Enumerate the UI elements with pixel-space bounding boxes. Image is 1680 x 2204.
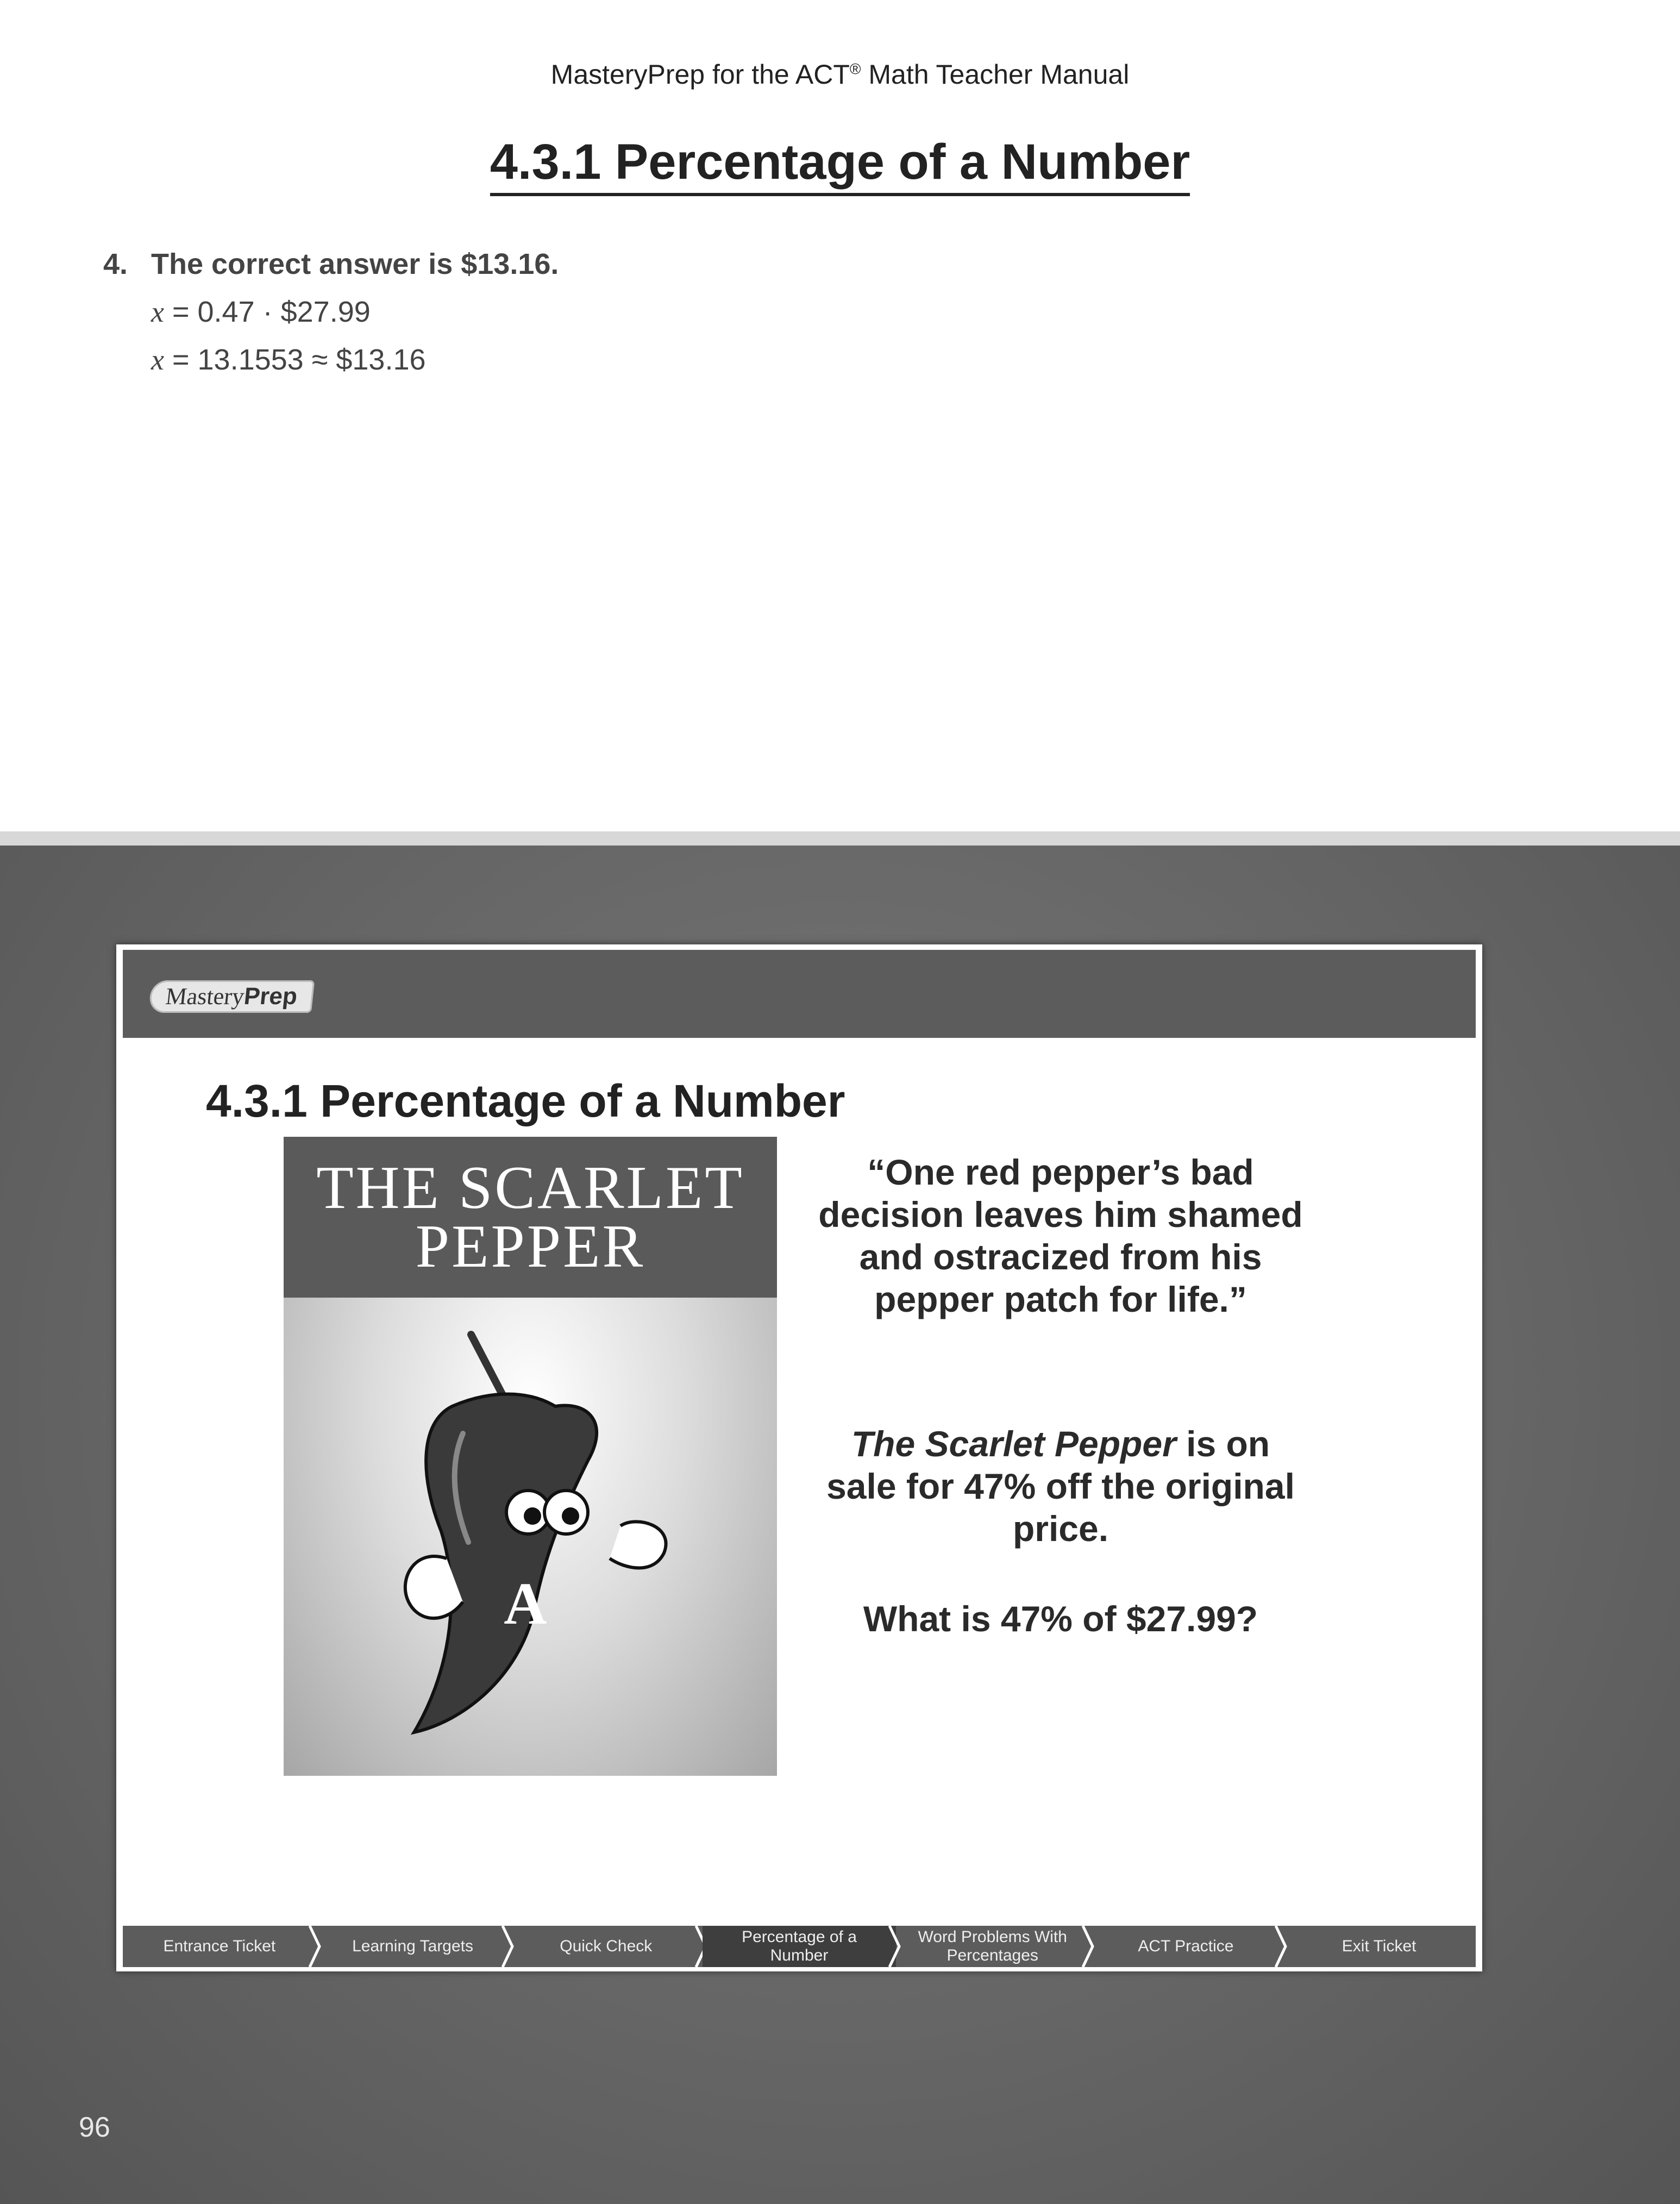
- book-title-line-2: PEPPER: [415, 1213, 645, 1280]
- lesson-navigation-bar: [123, 1926, 1476, 1967]
- nav-tab-exit-ticket[interactable]: Exit Ticket: [1342, 1937, 1416, 1955]
- slide-question: What is 47% of $27.99?: [863, 1599, 1258, 1639]
- logo-text-bold: Prep: [242, 983, 299, 1010]
- nav-tab-quick-check[interactable]: Quick Check: [560, 1937, 653, 1955]
- registered-mark: ®: [849, 60, 861, 78]
- book-cover-image: [284, 1137, 777, 1776]
- pepper-character-illustration: [284, 1298, 777, 1776]
- nav-tab-word-problems-with-percentages[interactable]: Word Problems With Percentages: [918, 1928, 1067, 1964]
- answer-heading-row: [103, 247, 559, 281]
- nav-tab-act-practice[interactable]: ACT Practice: [1138, 1937, 1234, 1955]
- running-header: [0, 59, 1680, 90]
- book-title-line-1: THE SCARLET: [316, 1154, 744, 1222]
- answer-heading: The correct answer is $13.16.: [151, 248, 559, 280]
- running-header-tail: Math Teacher Manual: [861, 59, 1130, 90]
- answer-number: 4.: [103, 248, 128, 280]
- pepper-emblem-letter: A: [504, 1570, 547, 1637]
- masteryprep-logo: [148, 980, 315, 1013]
- slide-title: 4.3.1 Percentage of a Number: [206, 1075, 845, 1126]
- nav-tab-entrance-ticket[interactable]: Entrance Ticket: [163, 1937, 276, 1955]
- running-header-text: MasteryPrep for the ACT: [550, 59, 850, 90]
- logo-text: Mastery: [164, 983, 246, 1010]
- book-title-italic: The Scarlet Pepper: [851, 1424, 1176, 1464]
- page-number: 96: [79, 2112, 110, 2143]
- answer-work-line-1: [151, 295, 559, 329]
- sale-statement-rest: is on sale for 47% off the original price.: [826, 1424, 1295, 1549]
- book-quote: “One red pepper’s bad decision leaves him shamed and ostracized from his pepper patch for life.”: [818, 1152, 1303, 1319]
- variable-x: x: [151, 343, 164, 376]
- slide-header-bar: [123, 950, 1476, 1038]
- slide: [116, 944, 1482, 1971]
- equation-text: = 13.1553 ≈ $13.16: [164, 343, 426, 376]
- page-title: 4.3.1 Percentage of a Number: [490, 135, 1190, 196]
- page-title-wrap: [0, 135, 1680, 196]
- answer-block: [103, 247, 559, 377]
- answer-work-line-2: [151, 343, 559, 377]
- sale-statement: [816, 1423, 1305, 1550]
- nav-tab-learning-targets[interactable]: Learning Targets: [352, 1937, 474, 1955]
- equation-text: = 0.47 · $27.99: [164, 296, 371, 328]
- book-title-band: [284, 1137, 777, 1298]
- variable-x: x: [151, 296, 164, 328]
- nav-tab-percentage-of-a-number[interactable]: Percentage of a Number: [703, 1926, 896, 1967]
